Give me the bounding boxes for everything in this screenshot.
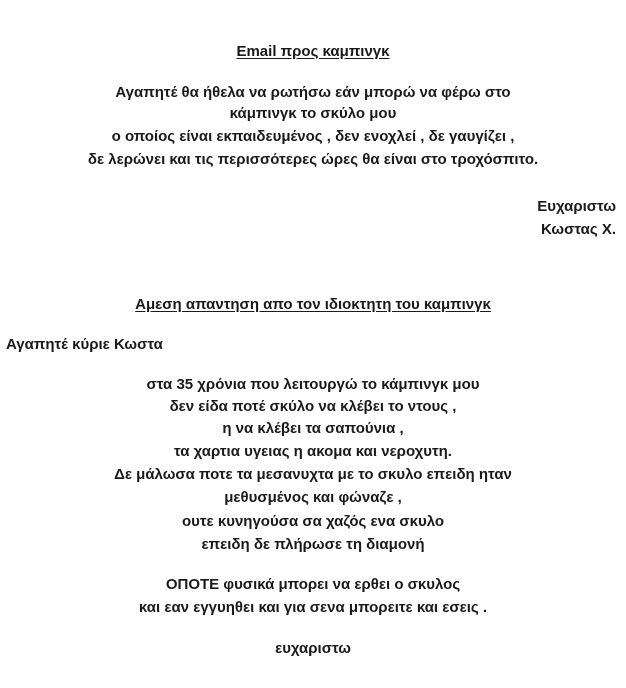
reply-closing-2: και εαν εγγυηθει και για σενα μπορειτε και εσεις . [138,599,488,616]
reply-title: Αμεση απαντηση απο τον ιδιοκτητη του καμπινγκ [135,296,491,313]
email-title: Email προς καμπινγκ [236,43,390,60]
reply-line-6: μεθυσμένος και φώναζε , [224,489,402,506]
reply-thanks: ευχαριστω [275,640,351,657]
letter-line-1: Αγαπητέ θα ήθελα να ρωτήσω εάν μπορώ να φέρω στο [115,84,511,101]
reply-line-4: τα χαρτια υγειας η ακομα και νεροχυτη. [174,443,452,460]
reply-line-7: ουτε κυνηγούσα σα χαζός ενα σκυλο [181,513,445,530]
reply-line-3: η να κλέβει τα σαπούνια , [222,420,404,437]
reply-line-1: στα 35 χρόνια που λειτουργώ το κάμπινγκ μου [146,376,480,393]
letter-line-2: κάμπινγκ το σκύλο μου [229,105,397,122]
reply-greeting: Αγαπητέ κύριε Κωστα [6,336,163,353]
letter-line-4: δε λερώνει και τις περισσότερες ώρες θα είναι στο τροχόσπιτο. [87,151,539,168]
reply-closing-1: ΟΠΟΤΕ φυσικά μπορει να ερθει ο σκυλος [165,576,461,593]
letter-thanks: Ευχαριστω [537,198,616,215]
reply-line-8: επειδη δε πλήρωσε τη διαμονή [201,536,425,553]
letter-line-3: ο οποίος είναι εκπαιδευμένος , δεν ενοχλεί , δε γαυγίζει , [111,128,515,145]
reply-line-5: Δε μάλωσα ποτε τα μεσανυχτα με το σκυλο επειδη ηταν [114,466,512,483]
reply-line-2: δεν είδα ποτέ σκύλο να κλέβει το ντους , [169,398,457,415]
letter-signature: Κωστας Χ. [540,221,616,238]
